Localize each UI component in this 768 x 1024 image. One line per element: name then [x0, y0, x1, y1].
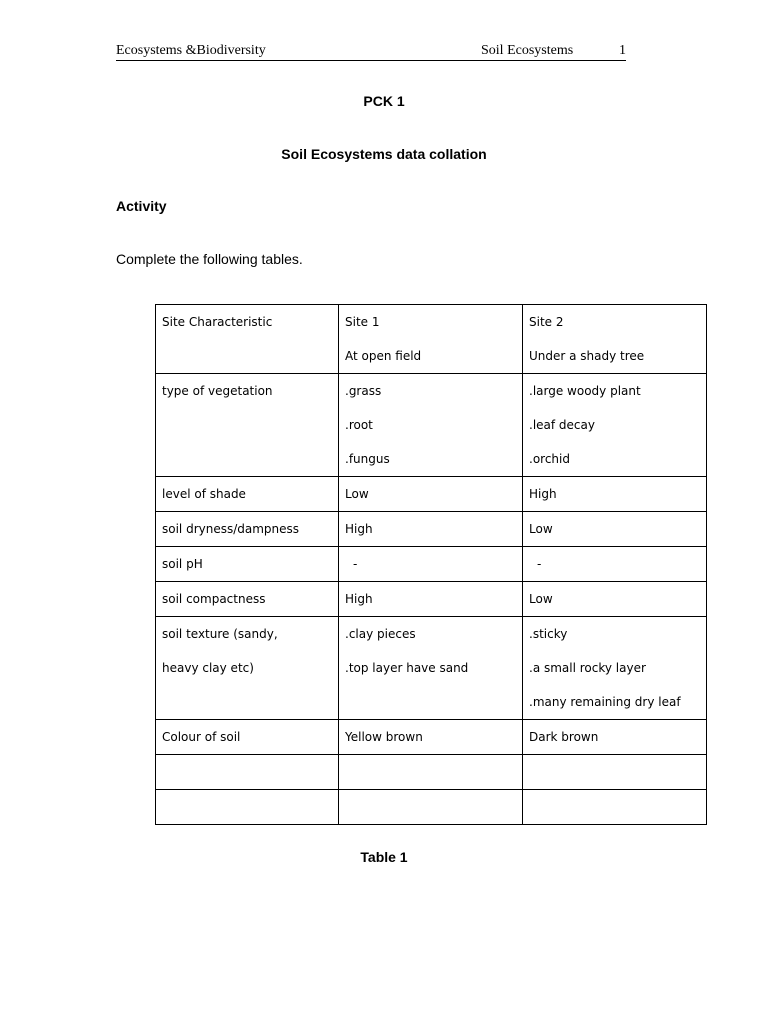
cell-line: type of vegetation: [162, 384, 273, 398]
row-label-cell: [156, 512, 339, 547]
cell-line: .sticky: [529, 627, 568, 641]
table-row: [156, 512, 707, 547]
cell-line: Colour of soil: [162, 730, 241, 744]
cell-line: Site Characteristic: [162, 315, 273, 329]
site-2-cell: [523, 582, 707, 617]
cell-line: High: [529, 487, 557, 501]
cell-line: [345, 685, 516, 719]
running-header: [116, 42, 626, 61]
header-course-title: Ecosystems &Biodiversity: [116, 43, 266, 58]
header-page-number: 1: [619, 43, 626, 58]
cell-line: [345, 755, 516, 789]
cell-line: soil compactness: [162, 592, 266, 606]
row-label-cell: [156, 374, 339, 477]
site-2-cell: [523, 512, 707, 547]
site-1-cell: [339, 790, 523, 825]
site-2-cell: [523, 790, 707, 825]
site-2-cell: [523, 720, 707, 755]
cell-line: .grass: [345, 384, 382, 398]
cell-line: -: [537, 557, 542, 571]
header-section-title: Soil Ecosystems: [481, 43, 574, 58]
cell-line: High: [345, 522, 373, 536]
table-row: [156, 720, 707, 755]
site-1-cell: [339, 755, 523, 790]
cell-line: [162, 339, 332, 373]
soil-data-table: [155, 304, 707, 825]
cell-line: level of shade: [162, 487, 246, 501]
cell-line: .many remaining dry leaf: [529, 695, 681, 709]
site-1-cell: [339, 374, 523, 477]
row-label-cell: [156, 305, 339, 374]
site-1-cell: [339, 512, 523, 547]
cell-line: Under a shady tree: [529, 349, 645, 363]
cell-line: .large woody plant: [529, 384, 641, 398]
site-1-cell: [339, 720, 523, 755]
activity-heading: Activity: [116, 198, 167, 214]
cell-line: .a small rocky layer: [529, 661, 646, 675]
cell-line: Site 1: [345, 315, 380, 329]
table-row: [156, 617, 707, 720]
cell-line: .leaf decay: [529, 418, 595, 432]
cell-line: Low: [529, 522, 553, 536]
cell-line: .top layer have sand: [345, 661, 469, 675]
cell-line: .orchid: [529, 452, 570, 466]
cell-line: Low: [345, 487, 369, 501]
row-label-cell: [156, 547, 339, 582]
cell-line: [345, 790, 516, 824]
site-2-cell: [523, 547, 707, 582]
site-2-cell: [523, 305, 707, 374]
table-row: [156, 374, 707, 477]
table-caption: Table 1: [360, 849, 408, 865]
site-2-cell: [523, 477, 707, 512]
instruction-text: Complete the following tables.: [116, 251, 303, 267]
document-title: Soil Ecosystems data collation: [281, 146, 487, 162]
table-row: [156, 790, 707, 825]
cell-line: [529, 790, 700, 824]
cell-line: .clay pieces: [345, 627, 416, 641]
row-label-cell: [156, 617, 339, 720]
row-label-cell: [156, 582, 339, 617]
table-row: [156, 582, 707, 617]
row-label-cell: [156, 477, 339, 512]
site-2-cell: [523, 617, 707, 720]
table-row: [156, 755, 707, 790]
row-label-cell: [156, 755, 339, 790]
site-2-cell: [523, 374, 707, 477]
site-1-cell: [339, 477, 523, 512]
table-body: [156, 305, 707, 825]
row-label-cell: [156, 720, 339, 755]
cell-line: Site 2: [529, 315, 564, 329]
table-row: [156, 305, 707, 374]
cell-line: -: [353, 557, 358, 571]
cell-line: [162, 790, 332, 824]
site-1-cell: [339, 582, 523, 617]
cell-line: Yellow brown: [345, 730, 423, 744]
table-row: [156, 477, 707, 512]
cell-line: .fungus: [345, 452, 390, 466]
table-row: [156, 547, 707, 582]
cell-line: .root: [345, 418, 373, 432]
cell-line: Low: [529, 592, 553, 606]
cell-line: soil texture (sandy,: [162, 627, 278, 641]
site-2-cell: [523, 755, 707, 790]
cell-line: [162, 685, 332, 719]
cell-line: [162, 755, 332, 789]
cell-line: At open field: [345, 349, 422, 363]
cell-line: [162, 408, 332, 442]
cell-line: soil pH: [162, 557, 203, 571]
cell-line: heavy clay etc): [162, 661, 254, 675]
site-1-cell: [339, 547, 523, 582]
cell-line: [162, 442, 332, 476]
row-label-cell: [156, 790, 339, 825]
cell-line: [529, 755, 700, 789]
cell-line: Dark brown: [529, 730, 599, 744]
site-1-cell: [339, 617, 523, 720]
pck-title: PCK 1: [363, 93, 405, 109]
site-1-cell: [339, 305, 523, 374]
cell-line: High: [345, 592, 373, 606]
cell-line: soil dryness/dampness: [162, 522, 300, 536]
